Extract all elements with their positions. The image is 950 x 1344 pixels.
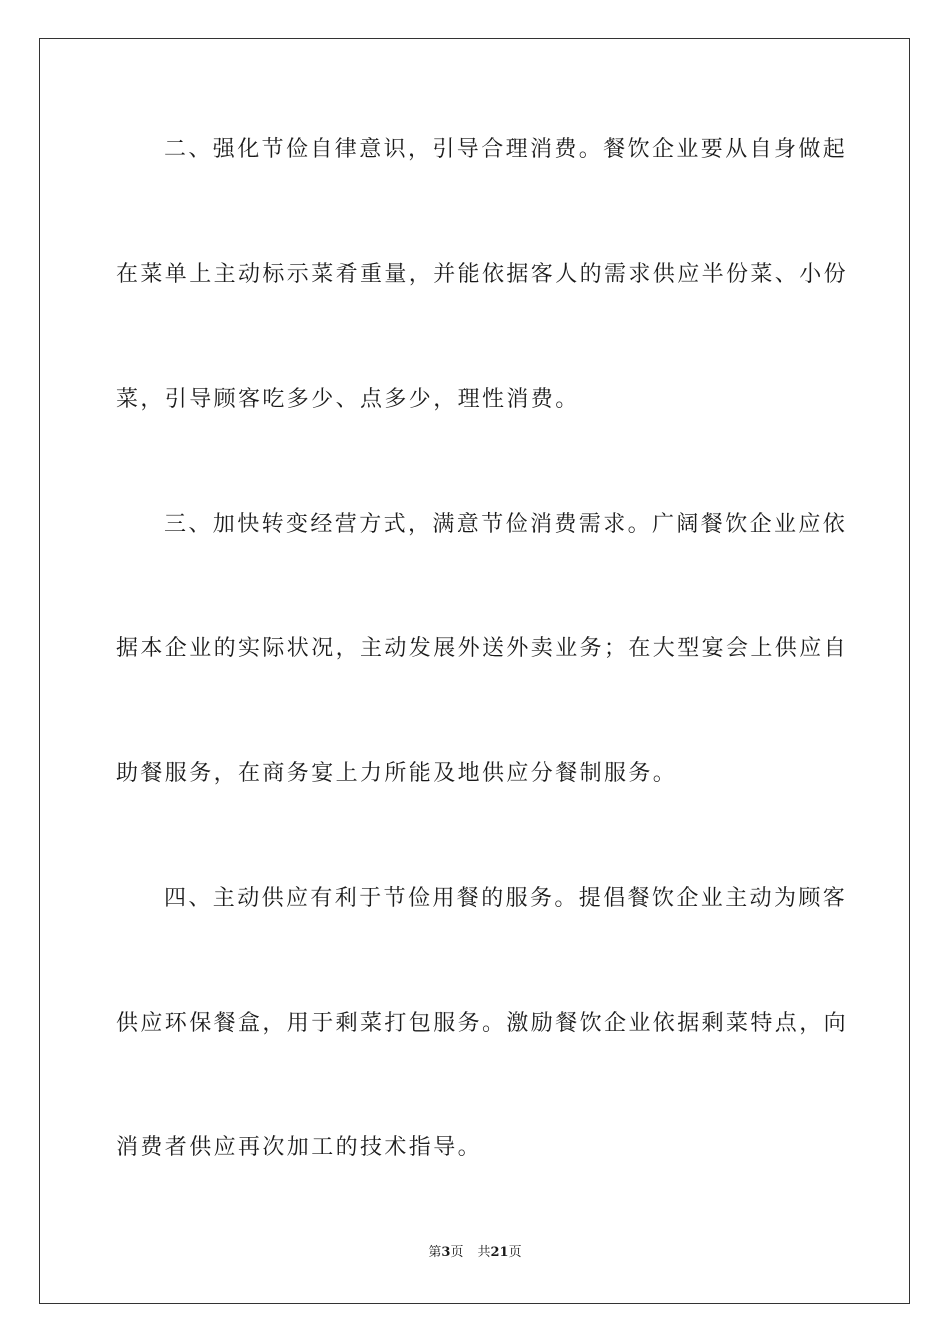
page-footer [0, 1245, 950, 1261]
paragraph-4-line-3: 消费者供应再次加工的技术指导。 [116, 1135, 483, 1160]
paragraph-2-line-1: 二、强化节俭自律意识，引导合理消费。餐饮企业要从自身做起 [164, 137, 848, 162]
page-number: 3 [441, 1245, 451, 1260]
page-prefix: 第 [428, 1245, 442, 1260]
paragraph-2-line-3: 菜，引导顾客吃多少、点多少，理性消费。 [116, 387, 580, 412]
total-prefix: 共 [477, 1245, 491, 1260]
paragraph-3-line-3: 助餐服务，在商务宴上力所能及地供应分餐制服务。 [116, 761, 678, 786]
paragraph-2-line-2: 在菜单上主动标示菜肴重量，并能依据客人的需求供应半份菜、小份 [116, 262, 849, 287]
paragraph-3-line-2: 据本企业的实际状况，主动发展外送外卖业务；在大型宴会上供应自 [116, 636, 849, 661]
total-pages: 21 [490, 1245, 509, 1260]
total-suffix: 页 [508, 1245, 522, 1260]
paragraph-3-line-1: 三、加快转变经营方式，满意节俭消费需求。广阔餐饮企业应依 [164, 512, 848, 537]
page-border [39, 38, 910, 1304]
paragraph-4-line-2: 供应环保餐盒，用于剩菜打包服务。激励餐饮企业依据剩菜特点，向 [116, 1011, 849, 1036]
paragraph-4-line-1: 四、主动供应有利于节俭用餐的服务。提倡餐饮企业主动为顾客 [164, 886, 848, 911]
page-suffix: 页 [450, 1245, 464, 1260]
